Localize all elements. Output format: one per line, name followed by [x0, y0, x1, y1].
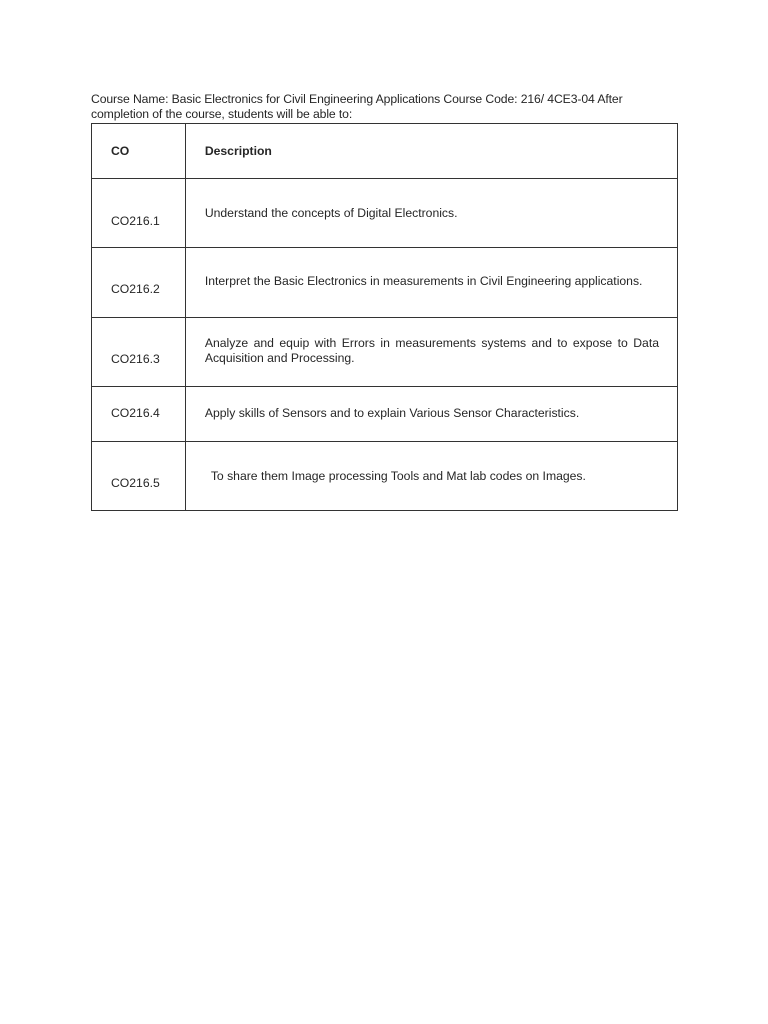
table-header-row [92, 124, 678, 179]
course-intro-line-2: completion of the course, students will be able to: [91, 107, 353, 121]
co-description: Apply skills of Sensors and to explain Various Sensor Characteristics. [204, 406, 580, 420]
co-description: To share them Image processing Tools and Mat lab codes on Images. [210, 469, 586, 483]
table-row [92, 179, 678, 248]
co-description: Understand the concepts of Digital Electronics. [204, 206, 458, 220]
co-code: CO216.3 [111, 352, 160, 366]
co-code: CO216.2 [111, 282, 160, 296]
table-row [92, 248, 678, 318]
co-code: CO216.4 [111, 406, 160, 420]
description-cell [185, 318, 677, 387]
table-row [92, 442, 678, 511]
co-description: Interpret the Basic Electronics in measurements in Civil Engineering applications. [204, 274, 643, 288]
co-code: CO216.5 [111, 476, 160, 490]
co-code: CO216.1 [111, 214, 160, 228]
co-cell [92, 179, 186, 248]
co-cell [92, 387, 186, 442]
co-cell [92, 248, 186, 318]
description-cell [185, 248, 677, 318]
co-cell [92, 442, 186, 511]
course-intro [91, 92, 681, 122]
header-cell-co [92, 124, 186, 179]
co-cell [92, 318, 186, 387]
description-cell [185, 387, 677, 442]
header-cell-description [185, 124, 677, 179]
course-outcomes-table [91, 123, 678, 511]
description-cell [185, 179, 677, 248]
description-cell [185, 442, 677, 511]
course-intro-line-1: Course Name: Basic Electronics for Civil Engineering Applications Course Code: 216/ 4CE3-04 After [91, 92, 623, 106]
header-description-label: Description [204, 144, 272, 158]
header-co-label: CO [111, 144, 130, 158]
co-description: Analyze and equip with Errors in measurements systems and to expose to Data Acquisition and Processing. [204, 336, 659, 365]
table-row [92, 387, 678, 442]
table-row [92, 318, 678, 387]
